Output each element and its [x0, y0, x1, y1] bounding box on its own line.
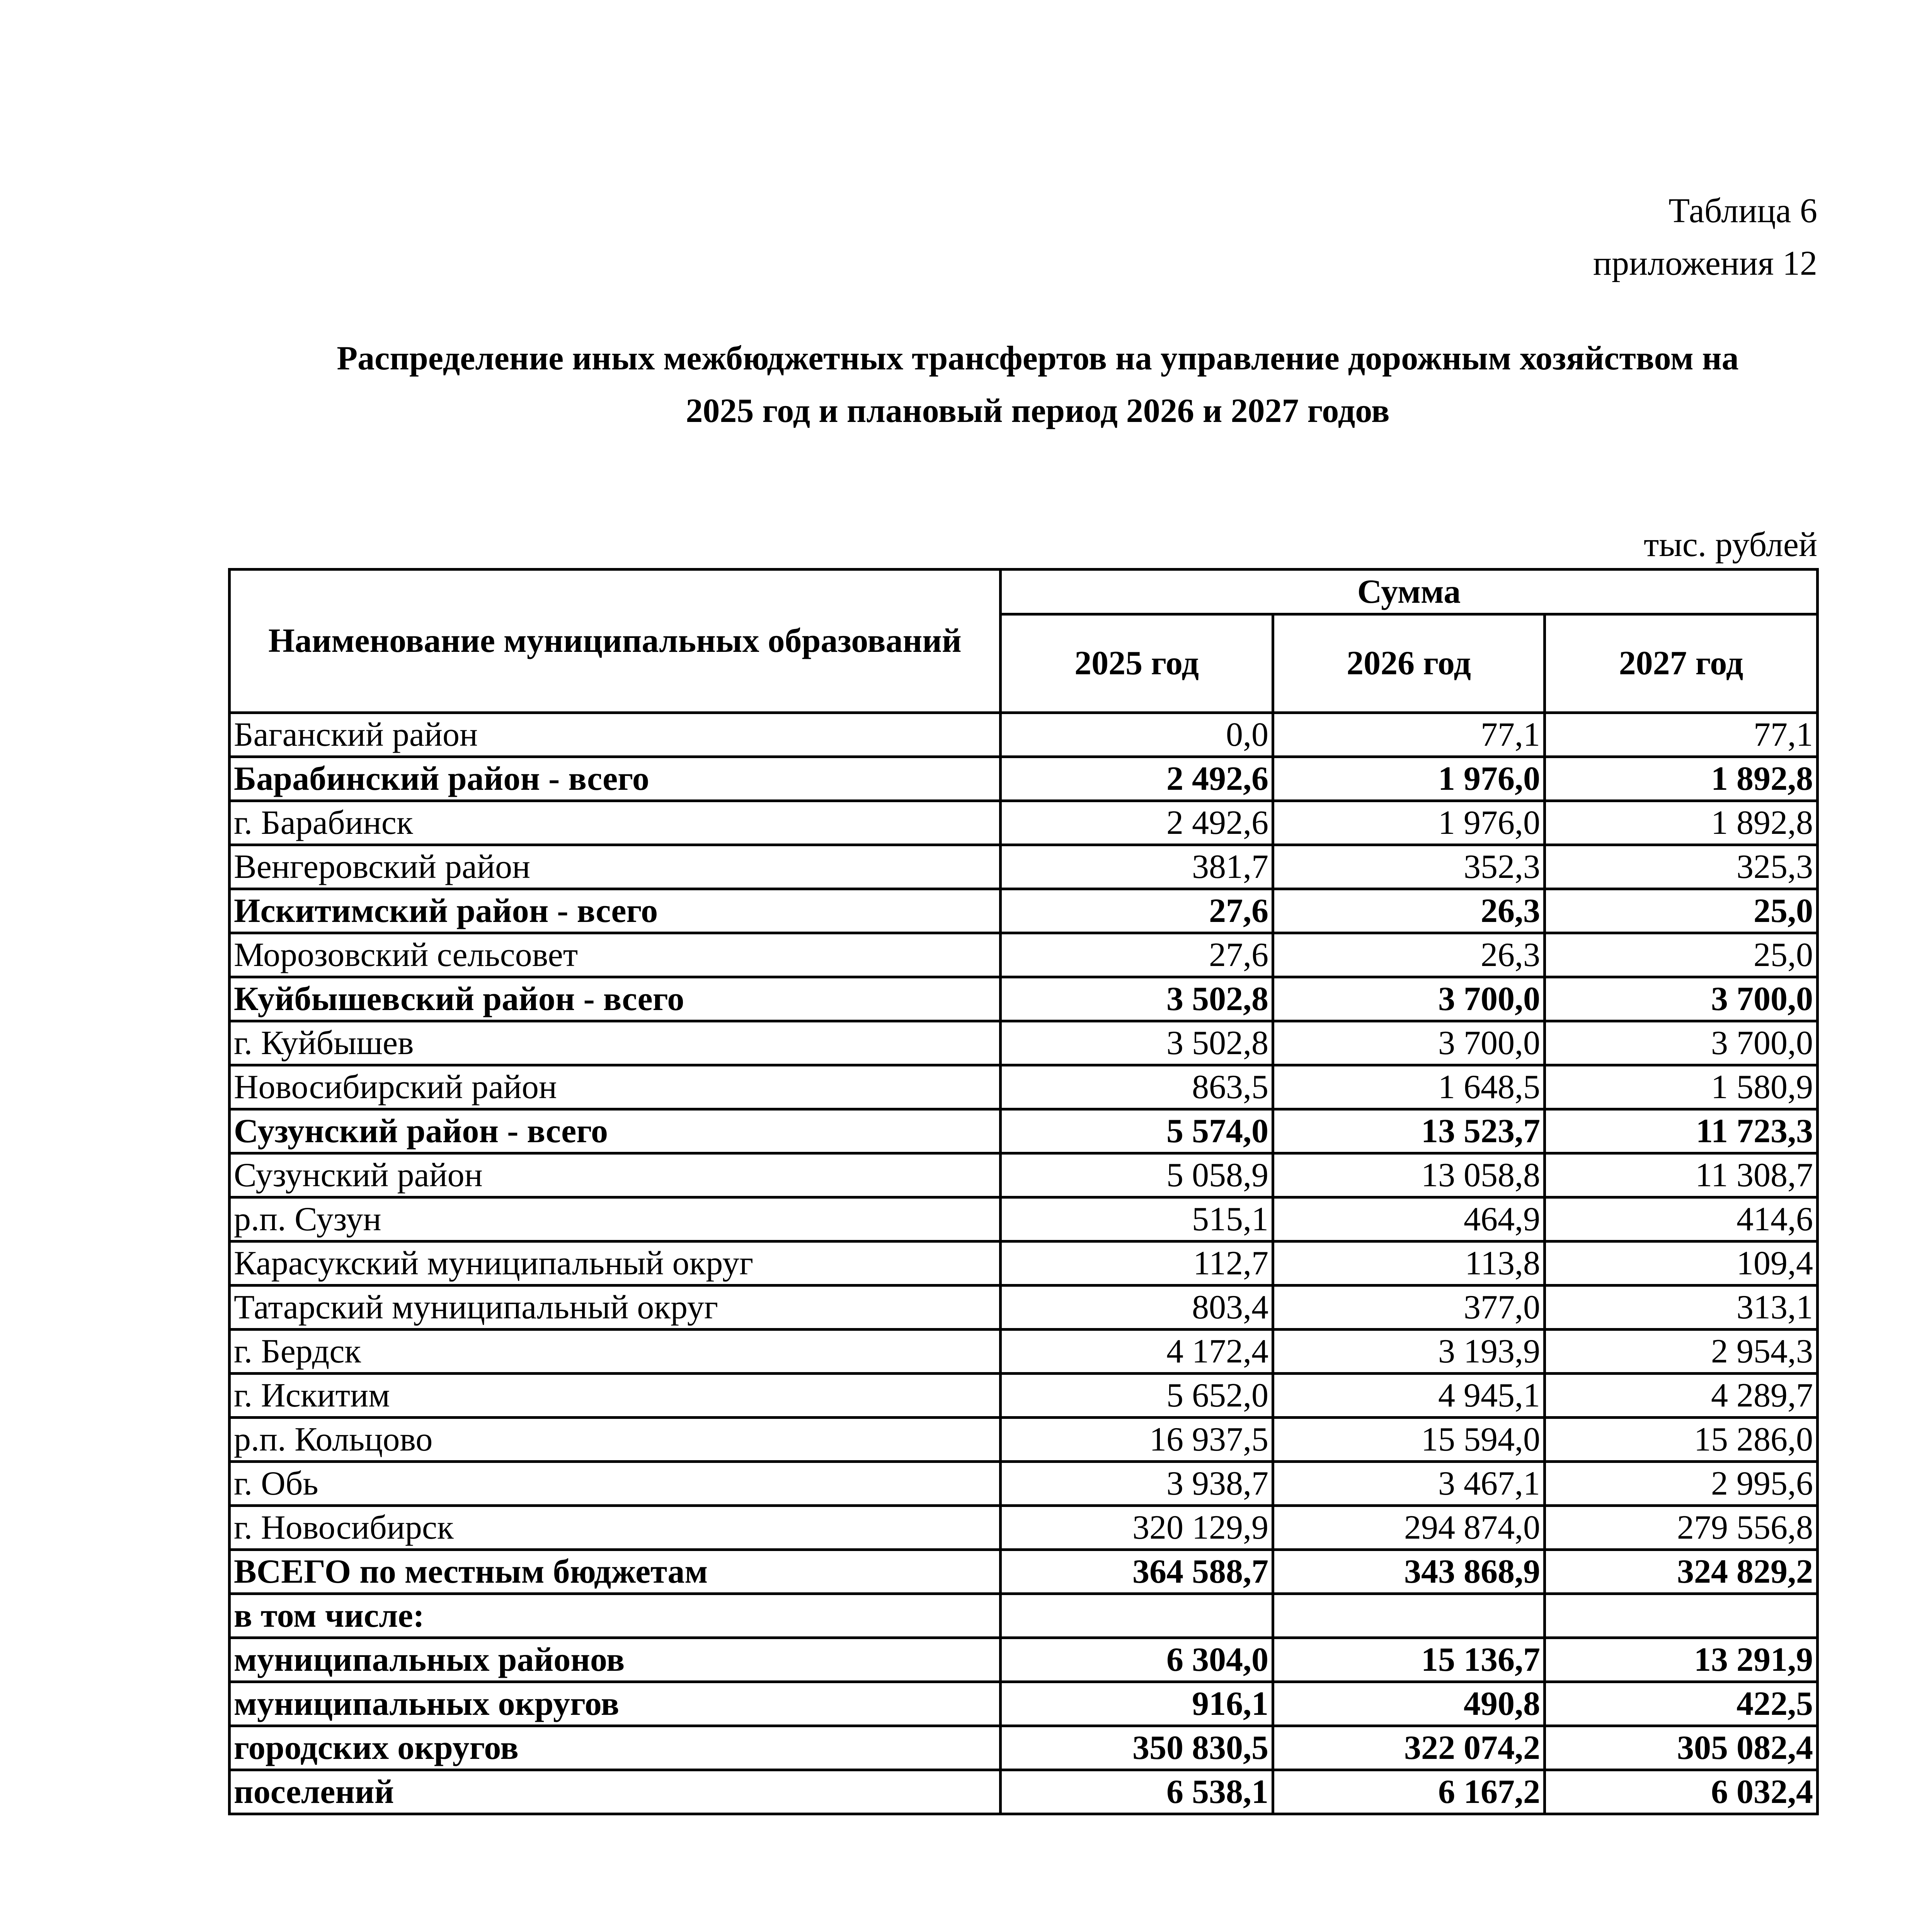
table-row: [230, 845, 1818, 889]
amount-cell-2026: 377,0: [1273, 1286, 1545, 1330]
table-number: Таблица 6: [1668, 192, 1817, 230]
amount-cell-2026: 490,8: [1273, 1682, 1545, 1726]
amount-cell-2026: 3 700,0: [1273, 1021, 1545, 1065]
amount-cell-2027: 414,6: [1545, 1197, 1818, 1242]
table-body: [230, 713, 1818, 1814]
name-column-header: Наименование муниципальных образований: [230, 570, 1001, 713]
amount-cell-2025: 2 492,6: [1001, 757, 1273, 801]
amount-cell-2025: 863,5: [1001, 1065, 1273, 1109]
table-row: [230, 1197, 1818, 1242]
table-row: [230, 1418, 1818, 1462]
municipality-name-cell: муниципальных округов: [230, 1682, 1001, 1726]
transfers-table: [228, 568, 1819, 1815]
municipality-name-cell: Сузунский район - всего: [230, 1109, 1001, 1153]
document-title: [228, 332, 1847, 437]
municipality-name-cell: г. Куйбышев: [230, 1021, 1001, 1065]
amount-cell-2026: 352,3: [1273, 845, 1545, 889]
table-row: [230, 1594, 1818, 1638]
amount-cell-2027: 25,0: [1545, 889, 1818, 933]
table-row: [230, 889, 1818, 933]
municipality-name-cell: г. Барабинск: [230, 801, 1001, 845]
municipality-name-cell: р.п. Кольцово: [230, 1418, 1001, 1462]
amount-cell-2027: 109,4: [1545, 1242, 1818, 1286]
sum-column-header: Сумма: [1001, 570, 1818, 614]
amount-cell-2027: 3 700,0: [1545, 1021, 1818, 1065]
amount-cell-2027: 1 892,8: [1545, 757, 1818, 801]
amount-cell-2025: 2 492,6: [1001, 801, 1273, 845]
table-row: [230, 1770, 1818, 1814]
municipality-name-cell: Венгеровский район: [230, 845, 1001, 889]
amount-cell-2025: 5 058,9: [1001, 1153, 1273, 1197]
amount-cell-2027: 15 286,0: [1545, 1418, 1818, 1462]
table-row: [230, 1021, 1818, 1065]
amount-cell-2027: 305 082,4: [1545, 1726, 1818, 1770]
amount-cell-2025: 5 652,0: [1001, 1374, 1273, 1418]
municipality-name-cell: Татарский муниципальный округ: [230, 1286, 1001, 1330]
municipality-name-cell: г. Искитим: [230, 1374, 1001, 1418]
municipality-name-cell: р.п. Сузун: [230, 1197, 1001, 1242]
amount-cell-2026: [1273, 1594, 1545, 1638]
amount-cell-2026: 15 594,0: [1273, 1418, 1545, 1462]
municipality-name-cell: Баганский район: [230, 713, 1001, 757]
amount-cell-2027: 6 032,4: [1545, 1770, 1818, 1814]
amount-cell-2026: 294 874,0: [1273, 1506, 1545, 1550]
table-row: [230, 1065, 1818, 1109]
table-row: [230, 1153, 1818, 1197]
amount-cell-2026: 13 523,7: [1273, 1109, 1545, 1153]
table-row: [230, 1242, 1818, 1286]
table-row: [230, 1462, 1818, 1506]
amount-cell-2027: 11 723,3: [1545, 1109, 1818, 1153]
amount-cell-2025: 364 588,7: [1001, 1550, 1273, 1594]
table-row: [230, 933, 1818, 977]
municipality-name-cell: г. Обь: [230, 1462, 1001, 1506]
municipality-name-cell: городских округов: [230, 1726, 1001, 1770]
amount-cell-2025: 515,1: [1001, 1197, 1273, 1242]
municipality-name-cell: Барабинский район - всего: [230, 757, 1001, 801]
amount-cell-2027: 3 700,0: [1545, 977, 1818, 1021]
table-row: [230, 1682, 1818, 1726]
municipality-name-cell: Сузунский район: [230, 1153, 1001, 1197]
table-row: [230, 757, 1818, 801]
table-row: [230, 1286, 1818, 1330]
amount-cell-2025: 916,1: [1001, 1682, 1273, 1726]
table-row: [230, 1550, 1818, 1594]
amount-cell-2027: 2 954,3: [1545, 1330, 1818, 1374]
table-row: [230, 1109, 1818, 1153]
amount-cell-2027: 324 829,2: [1545, 1550, 1818, 1594]
year-header-2027: 2027 год: [1545, 614, 1818, 713]
municipality-name-cell: г. Бердск: [230, 1330, 1001, 1374]
amount-cell-2027: 25,0: [1545, 933, 1818, 977]
amount-cell-2026: 113,8: [1273, 1242, 1545, 1286]
amount-cell-2026: 26,3: [1273, 933, 1545, 977]
amount-cell-2026: 1 648,5: [1273, 1065, 1545, 1109]
amount-cell-2026: 3 467,1: [1273, 1462, 1545, 1506]
year-header-2026: 2026 год: [1273, 614, 1545, 713]
amount-cell-2025: 5 574,0: [1001, 1109, 1273, 1153]
amount-cell-2025: 0,0: [1001, 713, 1273, 757]
amount-cell-2027: 13 291,9: [1545, 1638, 1818, 1682]
amount-cell-2025: 320 129,9: [1001, 1506, 1273, 1550]
amount-cell-2026: 77,1: [1273, 713, 1545, 757]
title-line-2: 2025 год и плановый период 2026 и 2027 годов: [686, 392, 1390, 430]
amount-cell-2027: 11 308,7: [1545, 1153, 1818, 1197]
header-row-1: [230, 570, 1818, 614]
amount-cell-2027: 279 556,8: [1545, 1506, 1818, 1550]
table-row: [230, 1506, 1818, 1550]
municipality-name-cell: поселений: [230, 1770, 1001, 1814]
table-row: [230, 713, 1818, 757]
amount-cell-2025: 3 502,8: [1001, 977, 1273, 1021]
amount-cell-2027: 1 892,8: [1545, 801, 1818, 845]
amount-cell-2027: 2 995,6: [1545, 1462, 1818, 1506]
amount-cell-2025: [1001, 1594, 1273, 1638]
municipality-name-cell: г. Новосибирск: [230, 1506, 1001, 1550]
amount-cell-2026: 464,9: [1273, 1197, 1545, 1242]
municipality-name-cell: Карасукский муниципальный округ: [230, 1242, 1001, 1286]
amount-cell-2027: 313,1: [1545, 1286, 1818, 1330]
amount-cell-2025: 3 938,7: [1001, 1462, 1273, 1506]
amount-cell-2026: 15 136,7: [1273, 1638, 1545, 1682]
municipality-name-cell: Куйбышевский район - всего: [230, 977, 1001, 1021]
table-row: [230, 1330, 1818, 1374]
amount-cell-2025: 381,7: [1001, 845, 1273, 889]
municipality-name-cell: муниципальных районов: [230, 1638, 1001, 1682]
amount-cell-2025: 3 502,8: [1001, 1021, 1273, 1065]
municipality-name-cell: Морозовский сельсовет: [230, 933, 1001, 977]
amount-cell-2026: 26,3: [1273, 889, 1545, 933]
amount-cell-2026: 6 167,2: [1273, 1770, 1545, 1814]
municipality-name-cell: Искитимский район - всего: [230, 889, 1001, 933]
table-row: [230, 977, 1818, 1021]
table-header: [230, 570, 1818, 713]
title-line-1: Распределение иных межбюджетных трансфертов на управление дорожным хозяйством на: [337, 340, 1739, 377]
table-row: [230, 1638, 1818, 1682]
amount-cell-2027: 77,1: [1545, 713, 1818, 757]
amount-cell-2027: 422,5: [1545, 1682, 1818, 1726]
municipality-name-cell: в том числе:: [230, 1594, 1001, 1638]
table-row: [230, 801, 1818, 845]
amount-cell-2026: 4 945,1: [1273, 1374, 1545, 1418]
amount-cell-2025: 16 937,5: [1001, 1418, 1273, 1462]
units-label: тыс. рублей: [1644, 526, 1817, 564]
amount-cell-2026: 1 976,0: [1273, 757, 1545, 801]
amount-cell-2026: 322 074,2: [1273, 1726, 1545, 1770]
amount-cell-2027: [1545, 1594, 1818, 1638]
table-row: [230, 1726, 1818, 1770]
table-reference: [1593, 185, 1817, 290]
amount-cell-2025: 27,6: [1001, 889, 1273, 933]
amount-cell-2025: 112,7: [1001, 1242, 1273, 1286]
amount-cell-2026: 343 868,9: [1273, 1550, 1545, 1594]
municipality-name-cell: Новосибирский район: [230, 1065, 1001, 1109]
amount-cell-2026: 1 976,0: [1273, 801, 1545, 845]
amount-cell-2025: 4 172,4: [1001, 1330, 1273, 1374]
amount-cell-2026: 13 058,8: [1273, 1153, 1545, 1197]
amount-cell-2027: 4 289,7: [1545, 1374, 1818, 1418]
table-row: [230, 1374, 1818, 1418]
amount-cell-2027: 1 580,9: [1545, 1065, 1818, 1109]
appendix-number: приложения 12: [1593, 244, 1817, 282]
amount-cell-2025: 350 830,5: [1001, 1726, 1273, 1770]
amount-cell-2025: 27,6: [1001, 933, 1273, 977]
amount-cell-2026: 3 700,0: [1273, 977, 1545, 1021]
year-header-2025: 2025 год: [1001, 614, 1273, 713]
municipality-name-cell: ВСЕГО по местным бюджетам: [230, 1550, 1001, 1594]
amount-cell-2027: 325,3: [1545, 845, 1818, 889]
amount-cell-2025: 803,4: [1001, 1286, 1273, 1330]
amount-cell-2025: 6 538,1: [1001, 1770, 1273, 1814]
amount-cell-2025: 6 304,0: [1001, 1638, 1273, 1682]
amount-cell-2026: 3 193,9: [1273, 1330, 1545, 1374]
